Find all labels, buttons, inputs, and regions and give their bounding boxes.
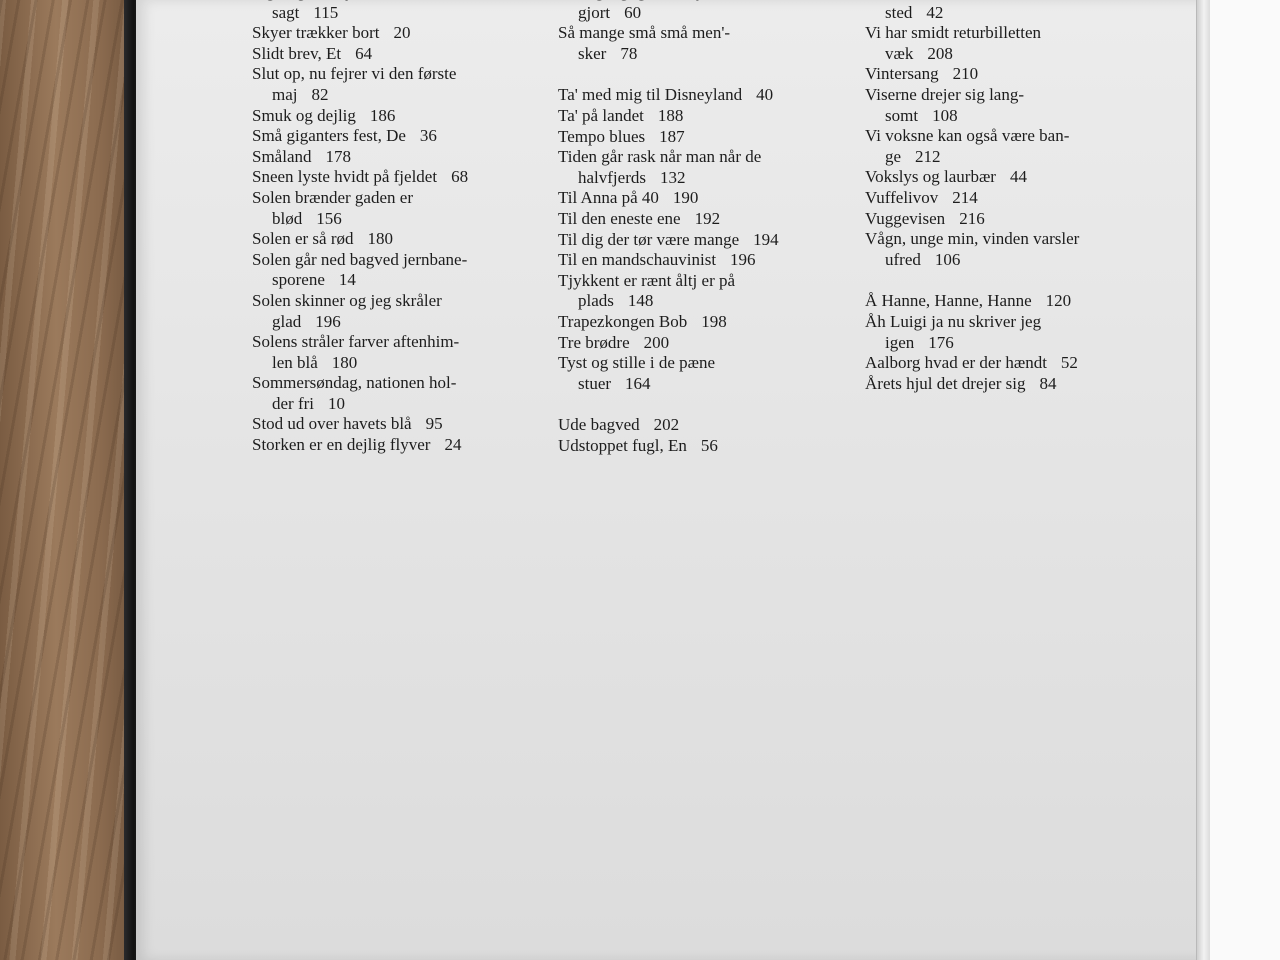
entry-title: Solen skinner og jeg skråler [252, 290, 442, 310]
index-entry [865, 291, 1165, 312]
entry-title: Så mange små små men'- [558, 23, 731, 43]
entry-title: Aalborg hvad er der hændt [865, 353, 1047, 373]
entry-page-number: 202 [653, 415, 680, 435]
entry-page-number: 108 [932, 105, 958, 125]
index-entry [252, 126, 542, 147]
entry-page-number: 115 [313, 2, 339, 22]
entry-title: Stod ud over havets blå [252, 414, 412, 434]
index-entry [865, 209, 1165, 230]
index-entry [865, 126, 1165, 167]
index-section-gap [558, 64, 848, 85]
entry-page-number: 176 [928, 332, 954, 352]
entry-title: Tjykkent er rænt åltj er på [558, 270, 736, 290]
index-entry [865, 188, 1165, 209]
index-section-gap [865, 270, 1165, 291]
index-entry [252, 435, 542, 456]
entry-page-number: 214 [952, 187, 978, 207]
entry-title: Vokslys og laurbær [865, 167, 996, 187]
index-column-1 [252, 0, 542, 456]
entry-title: Ta' med mig til Disneyland [558, 85, 743, 105]
entry-page-number: 20 [393, 23, 411, 43]
entry-title [865, 0, 1074, 1]
entry-page-number: 196 [730, 250, 756, 270]
index-entry [865, 229, 1165, 270]
entry-title: Vi voksne kan også være ban- [865, 126, 1070, 146]
entry-title-continuation: gjort [578, 2, 611, 22]
entry-title: Tempo blues [558, 126, 646, 146]
index-entry [558, 415, 848, 436]
entry-title: Årets hjul det drejer sig [865, 373, 1026, 393]
index-entry [252, 0, 542, 23]
entry-page-number: 212 [915, 146, 941, 166]
index-entry [252, 414, 542, 435]
entry-page-number: 132 [659, 167, 686, 187]
entry-title: Trapezkongen Bob [558, 311, 688, 331]
index-entry [252, 188, 542, 229]
entry-title: Vintersang [865, 64, 939, 84]
entry-page-number: 60 [624, 2, 642, 22]
entry-title: Solen brænder gaden er [252, 187, 413, 207]
entry-title-continuation: sporene [272, 270, 325, 290]
entry-page-number: 36 [419, 126, 437, 146]
index-entry [865, 23, 1165, 64]
index-entry [865, 85, 1165, 126]
entry-page-number: 192 [694, 208, 721, 228]
entry-page-number: 10 [328, 393, 346, 413]
entry-title-continuation: ufred [885, 249, 921, 269]
entry-page-number: 40 [756, 85, 774, 105]
entry-title: Slut op, nu fejrer vi den første [252, 64, 457, 84]
entry-page-number: 196 [315, 311, 341, 331]
index-entry [252, 64, 542, 105]
entry-title-continuation: stuer [578, 373, 612, 393]
entry-page-number: 180 [331, 352, 358, 372]
entry-title: Storken er en dejlig flyver [252, 435, 431, 455]
index-entry [865, 167, 1165, 188]
entry-title: Ude bagved [558, 415, 640, 435]
index-entry [252, 147, 542, 168]
entry-title: Tre brødre [558, 332, 630, 352]
index-entry [252, 167, 542, 188]
entry-page-number: 84 [1039, 373, 1057, 393]
entry-page-number: 180 [367, 229, 394, 249]
entry-title-continuation: blød [272, 208, 303, 228]
entry-title: Viserne drejer sig lang- [865, 84, 1025, 104]
index-column-2 [558, 0, 848, 456]
entry-page-number: 210 [952, 64, 979, 84]
entry-page-number: 106 [934, 249, 961, 269]
background-surface [1210, 0, 1280, 960]
entry-page-number: 148 [627, 291, 654, 311]
entry-page-number: 42 [926, 2, 944, 22]
index-entry [558, 436, 848, 457]
index-entry [558, 271, 848, 312]
index-entry [252, 229, 542, 250]
entry-page-number: 194 [753, 229, 779, 249]
index-entry [252, 23, 542, 44]
index-entry [252, 44, 542, 65]
entry-title: Solen går ned bagved jernbane- [252, 249, 468, 269]
entry-page-number: 52 [1060, 353, 1078, 373]
entry-title: Til dig der tør være mange [558, 229, 740, 249]
entry-title-continuation: somt [885, 105, 919, 125]
entry-page-number: 188 [657, 105, 684, 125]
entry-title: Til Anna på 40 [558, 188, 659, 208]
entry-title: Udstoppet fugl, En [558, 435, 687, 455]
entry-title: Tiden går rask når man når de [558, 147, 762, 167]
index-entry [558, 127, 848, 148]
entry-page-number: 200 [643, 332, 670, 352]
entry-page-number: 95 [425, 414, 443, 434]
index-entry [558, 250, 848, 271]
entry-title-continuation: der fri [272, 393, 315, 413]
index-entry [252, 332, 542, 373]
entry-title-continuation: glad [272, 311, 302, 331]
entry-page-number: 120 [1045, 291, 1072, 311]
entry-title: Sommersøndag, nationen hol- [252, 373, 457, 393]
entry-title-continuation: sagt [272, 2, 300, 22]
index-entry [558, 0, 848, 23]
entry-page-number: 64 [355, 43, 373, 63]
index-entry [865, 353, 1165, 374]
entry-page-number: 187 [659, 126, 685, 146]
entry-page-number: 44 [1009, 167, 1027, 187]
entry-page-number: 190 [672, 188, 699, 208]
entry-title: Små giganters fest, De [252, 126, 406, 146]
index-entry [558, 209, 848, 230]
entry-page-number: 164 [625, 373, 651, 393]
entry-page-number: 156 [316, 208, 342, 228]
index-entry [558, 147, 848, 188]
entry-page-number: 178 [325, 146, 351, 166]
index-entry [865, 64, 1165, 85]
entry-title-continuation: plads [578, 291, 614, 311]
entry-title: Til den eneste ene [558, 208, 681, 228]
index-column-3 [865, 0, 1165, 394]
entry-title: Til en mandschauvinist [558, 250, 717, 270]
entry-title-continuation: ge [885, 146, 902, 166]
entry-title-continuation: igen [885, 332, 915, 352]
entry-page-number: 208 [927, 43, 953, 63]
index-entry [252, 373, 542, 414]
entry-page-number: 198 [701, 311, 727, 331]
entry-title: Tyst og stille i de pæne [558, 353, 715, 373]
entry-title: Vi har smidt returbilletten [865, 23, 1042, 43]
entry-title: Vågn, unge min, vinden varsler [865, 229, 1080, 249]
entry-title-continuation: sted [885, 2, 913, 22]
entry-page-number: 14 [338, 270, 356, 290]
index-entry [252, 291, 542, 332]
wooden-table-surface [0, 0, 140, 960]
entry-page-number: 186 [369, 105, 396, 125]
index-entry [558, 333, 848, 354]
entry-title: Vuggevisen [865, 208, 946, 228]
index-entry [558, 312, 848, 333]
entry-title: Åh Luigi ja nu skriver jeg [865, 311, 1042, 331]
entry-title: Smuk og dejlig [252, 105, 356, 125]
index-entry [558, 106, 848, 127]
entry-title-continuation: halvfjerds [578, 167, 646, 187]
index-entry [558, 85, 848, 106]
entry-title-continuation: maj [272, 84, 298, 104]
entry-title [252, 0, 422, 1]
index-entry [252, 250, 542, 291]
entry-page-number: 78 [620, 43, 638, 63]
entry-title: Vuffelivov [865, 187, 939, 207]
entry-title: Solen er så rød [252, 229, 354, 249]
index-entry [252, 106, 542, 127]
entry-page-number: 216 [959, 208, 985, 228]
entry-title: Slidt brev, Et [252, 43, 342, 63]
entry-page-number: 68 [451, 167, 469, 187]
entry-title: Ta' på landet [558, 105, 644, 125]
index-entry [865, 312, 1165, 353]
entry-page-number: 24 [444, 435, 462, 455]
index-entry [558, 23, 848, 64]
entry-title-continuation: væk [885, 43, 914, 63]
index-entry [558, 230, 848, 251]
index-entry [558, 188, 848, 209]
entry-title: Småland [252, 146, 312, 166]
index-section-gap [558, 394, 848, 415]
index-entry [558, 353, 848, 394]
index-entry [865, 0, 1165, 23]
entry-title [558, 0, 724, 1]
page-stack-edge [1196, 0, 1211, 960]
entry-title: Sneen lyste hvidt på fjeldet [252, 167, 438, 187]
entry-title-continuation: len blå [272, 352, 318, 372]
entry-title: Å Hanne, Hanne, Hanne [865, 291, 1032, 311]
entry-page-number: 56 [700, 435, 718, 455]
entry-title: Solens stråler farver aftenhim- [252, 332, 460, 352]
entry-title: Skyer trækker bort [252, 23, 380, 43]
entry-page-number: 82 [311, 84, 329, 104]
entry-title-continuation: sker [578, 43, 607, 63]
index-entry [865, 374, 1165, 395]
